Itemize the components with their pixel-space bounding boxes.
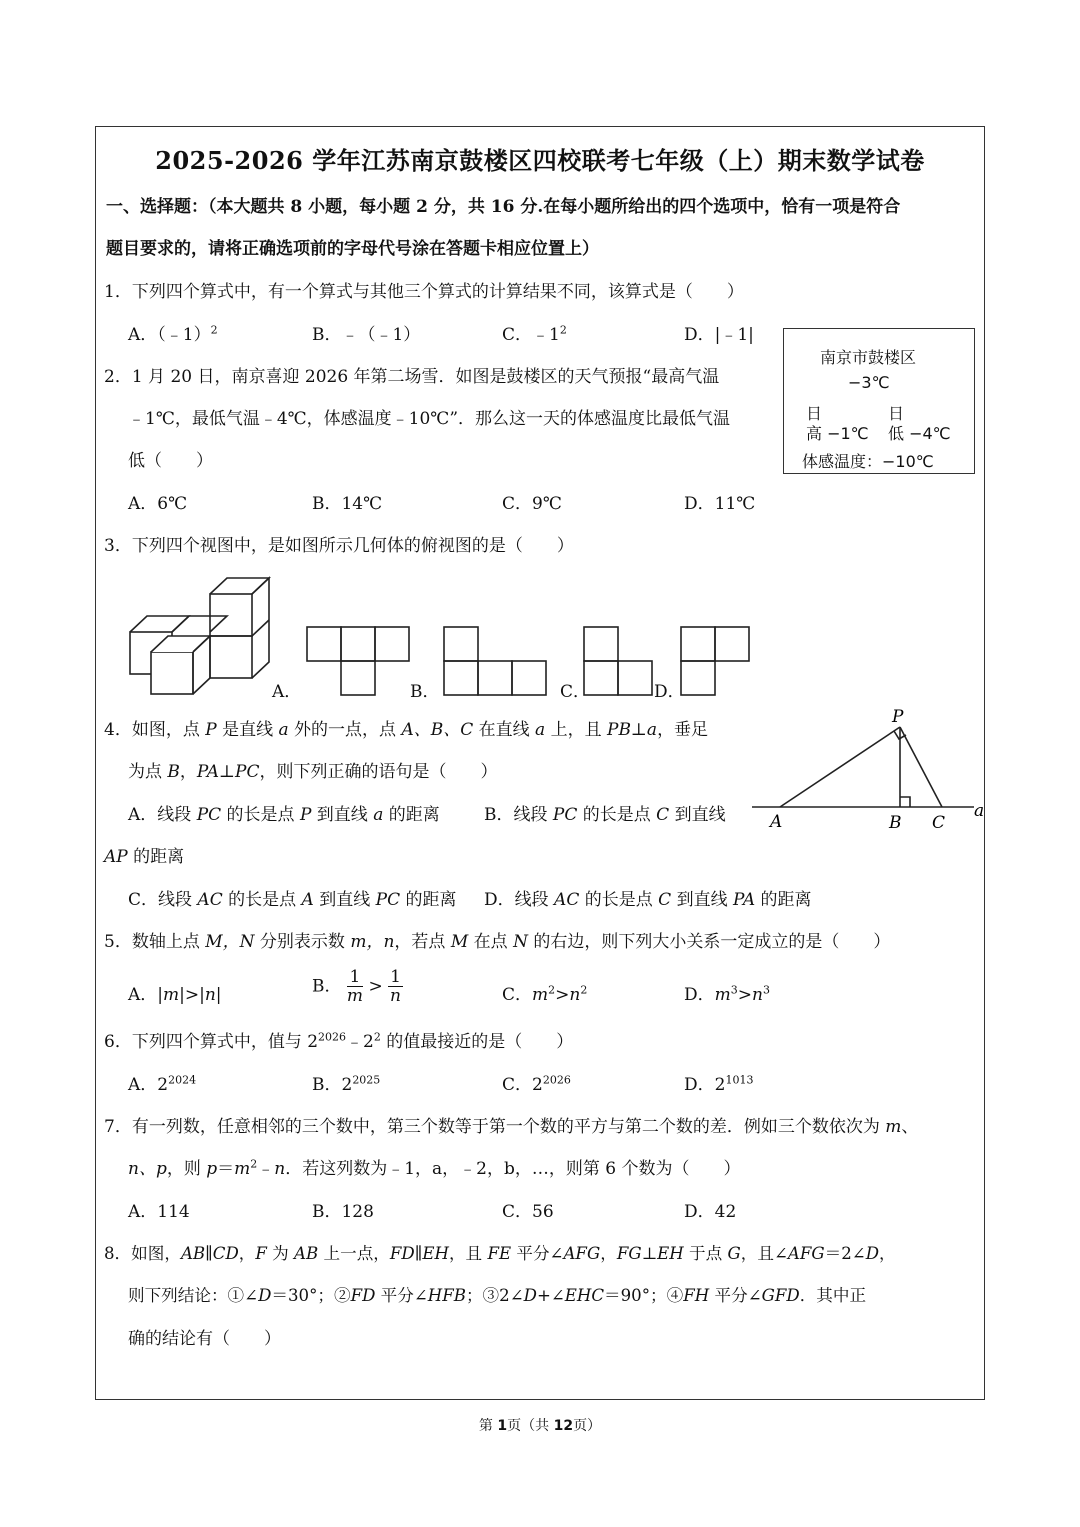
exam-title: 2025-2026 学年江苏南京鼓楼区四校联考七年级（上）期末数学试卷 [155, 146, 925, 175]
q6-option-b: B．$2^{2025}$ [312, 1073, 381, 1095]
q4-label-p: P [892, 707, 904, 727]
q3-option-d-figure [680, 626, 752, 696]
q7-option-b: B．128 [312, 1202, 374, 1222]
q4-label-b: B [889, 813, 902, 833]
weather-ri-1: 日 [806, 404, 823, 423]
q3-option-c-figure [583, 626, 655, 696]
q7-line2: n、p，则 $p=m^2﹣n$．若这列数为﹣1，a，﹣2，b，…，则第 6 个数为（ ） [128, 1157, 741, 1179]
q3-stem: 3．下列四个视图中，是如图所示几何体的俯视图的是（ ） [104, 536, 574, 556]
q6-stem: 6．下列四个算式中，值与 $2^{2026}﹣2^2$ 的值最接近的是（ ） [104, 1030, 574, 1052]
q5-fraction-2: $\frac{1}{n}$ [390, 967, 401, 1006]
q3-option-b-label: B． [410, 682, 440, 702]
q1-option-b: B．﹣（﹣1） [312, 325, 421, 345]
q4-geometry-figure [750, 704, 990, 834]
q4-line1: 4．如图，点 P 是直线 a 外的一点，点 A、B、C 在直线 a 上，且 PB⊥a，垂足 [104, 720, 709, 740]
q1-stem: 1．下列四个算式中，有一个算式与其他三个算式的计算结果不同，该算式是（ ） [104, 282, 744, 302]
weather-current-temp: −3℃ [848, 373, 890, 392]
q2-line2: ﹣1℃，最低气温﹣4℃，体感温度﹣10℃”．那么这一天的体感温度比最低气温 [128, 409, 731, 429]
q7-line1: 7．有一列数，任意相邻的三个数中，第三个数等于第一个数的平方与第二个数的差．例如三个数依次为 m、 [104, 1117, 919, 1137]
q2-line3: 低（ ） [128, 451, 213, 471]
q1-option-d: D．|﹣1| [684, 325, 754, 345]
q2-line1: 2．1 月 20 日，南京喜迎 2026 年第二场雪．如图是鼓楼区的天气预报“最高气温 [104, 367, 720, 387]
weather-low: 低 −4℃ [888, 424, 951, 443]
q4-label-a: A [770, 812, 783, 832]
page-footer: 第 1页（共 12页） [478, 1418, 602, 1434]
q3-option-b-figure [443, 626, 549, 696]
q2-option-c: C．9℃ [502, 494, 562, 514]
weather-ri-2: 日 [888, 404, 905, 423]
q5-stem: 5．数轴上点 M，N 分别表示数 m，n，若点 M 在点 N 的右边，则下列大小关系一定成立的是（ ） [104, 932, 891, 952]
q5-option-c: C．$m^2>n^2$ [502, 983, 588, 1005]
q4-label-line-a: a [974, 801, 985, 821]
q7-option-c: C．56 [502, 1202, 554, 1222]
q4-right-angle-b [900, 797, 910, 807]
q4-segment-pa [780, 727, 900, 807]
q4-option-b: B．线段 PC 的长是点 C 到直线 [484, 805, 726, 825]
q6-option-c: C．$2^{2026}$ [502, 1073, 571, 1095]
q6-option-a: A．$2^{2024}$ [128, 1073, 197, 1095]
weather-city: 南京市鼓楼区 [820, 348, 917, 367]
q8-line1: 8．如图，AB∥CD，F 为 AB 上一点，FD∥EH，且 FE 平分∠AFG，FG⊥EH 于点 G，且∠AFG＝2∠D， [104, 1244, 896, 1263]
q4-option-c: C．线段 AC 的长是点 A 到直线 PC 的距离 [128, 890, 457, 910]
q1-option-a: A．（﹣1）$^2$ [128, 323, 218, 345]
q2-option-d: D．11℃ [684, 494, 756, 514]
section-heading-line2: 题目要求的，请将正确选项前的字母代号涂在答题卡相应位置上） [106, 239, 599, 259]
q2-option-b: B．14℃ [312, 494, 383, 514]
q8-line3: 确的结论有（ ） [128, 1329, 281, 1349]
q6-option-d: D．$2^{1013}$ [684, 1073, 754, 1095]
q3-solid-figure [125, 572, 275, 698]
q8-line2: 则下列结论：①∠D＝30°；②FD 平分∠HFB；③2∠D+∠EHC＝90°；④FH 平分∠GFD．其中正 [128, 1286, 867, 1305]
q3-option-d-label: D． [654, 682, 685, 702]
q3-option-a-figure [306, 626, 412, 696]
q5-option-d: D．$m^3>n^3$ [684, 983, 770, 1005]
q3-option-a-label: A． [272, 682, 302, 702]
q4-option-b-cont: AP 的距离 [104, 847, 185, 867]
section-heading-line1: 一、选择题：（本大题共 8 小题，每小题 2 分，共 16 分.在每小题所给出的四个选项中，恰有一项是符合 [106, 197, 901, 217]
weather-high: 高 −1℃ [806, 424, 869, 443]
q4-option-a: A．线段 PC 的长是点 P 到直线 a 的距离 [128, 805, 440, 825]
q5-option-b: B． $\frac{1}{m}$ > $\frac{1}{n}$ [312, 967, 401, 1006]
weather-forecast-box [783, 328, 975, 474]
q5-fraction-1: $\frac{1}{m}$ [346, 967, 364, 1006]
q1-option-c: C．$﹣1^2$ [502, 323, 567, 345]
q7-option-d: D．42 [684, 1202, 737, 1222]
q2-option-a: A．6℃ [128, 494, 188, 514]
q7-option-a: A．114 [128, 1202, 190, 1222]
q4-option-d: D．线段 AC 的长是点 C 到直线 PA 的距离 [484, 890, 812, 910]
q3-option-c-label: C． [560, 682, 591, 702]
q4-line2: 为点 B，PA⊥PC，则下列正确的语句是（ ） [128, 762, 498, 782]
q5-option-a: A．|m|>|n| [128, 985, 222, 1005]
q4-label-c: C [932, 813, 946, 833]
weather-feel: 体感温度：−10℃ [802, 452, 934, 471]
q4-segment-pc [900, 727, 942, 807]
